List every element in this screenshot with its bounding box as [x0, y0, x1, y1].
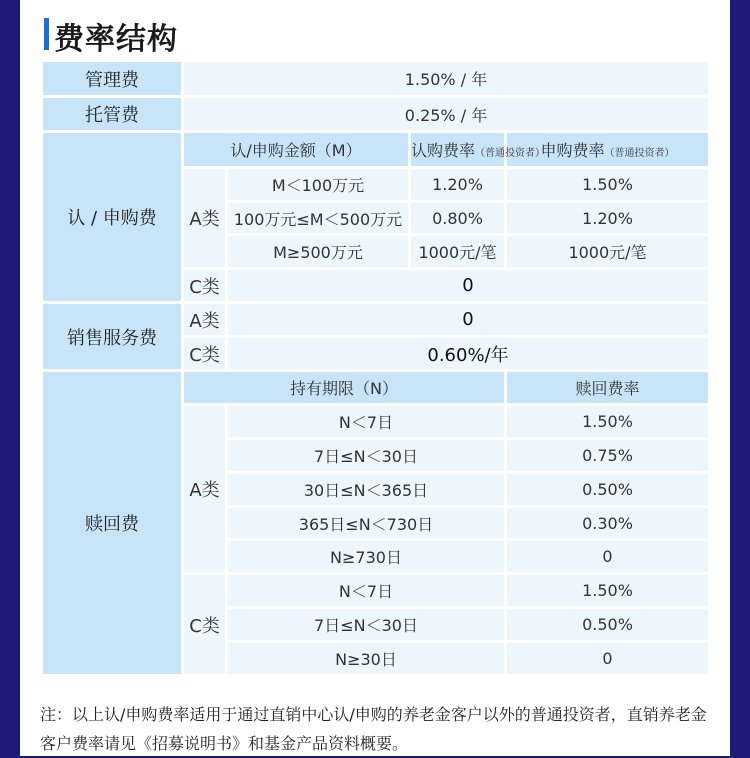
- purchase-rate-cell: 1.50%: [506, 168, 710, 202]
- holding-period-cell: N≥730日: [227, 540, 506, 574]
- fee-structure-card: [20, 0, 730, 756]
- page-title: 费率结构: [54, 22, 178, 57]
- table-row: [42, 371, 710, 405]
- table-row: [42, 132, 710, 168]
- sales-service-class-a-label: A类: [183, 303, 227, 337]
- holding-period-cell: N＜7日: [227, 405, 506, 439]
- custody-fee-value: 0.25% / 年: [183, 97, 710, 132]
- holding-period-cell: 7日≤N＜30日: [227, 608, 506, 642]
- subscription-fee-label: 认 / 申购费: [42, 132, 183, 303]
- redemption-rate-cell: 1.50%: [506, 574, 710, 608]
- subscribe-rate-cell: 1000元/笔: [410, 235, 506, 269]
- sales-service-fee-label: 销售服务费: [42, 303, 183, 371]
- redemption-rate-cell: 0: [506, 642, 710, 676]
- holding-period-cell: N＜7日: [227, 574, 506, 608]
- redemption-rate-cell: 0.30%: [506, 507, 710, 540]
- subscription-class-c-value: 0: [227, 269, 710, 303]
- subscription-class-c-label: C类: [183, 269, 227, 303]
- redemption-fee-label: 赎回费: [42, 371, 183, 676]
- subscription-amount-cell: 100万元≤M＜500万元: [227, 202, 410, 235]
- footnote: 注：以上认/申购费率适用于通过直销中心认/申购的养老金客户以外的普通投资者，直销养老金客户费率请见《招募说明书》和基金产品资料概要。: [40, 705, 707, 753]
- fee-table: [40, 59, 711, 677]
- redemption-class-a-label: A类: [183, 405, 227, 574]
- sales-service-class-c-value: 0.60%/年: [227, 337, 710, 371]
- holding-period-cell: 365日≤N＜730日: [227, 507, 506, 540]
- redemption-rate-cell: 0.50%: [506, 608, 710, 642]
- custody-fee-label: 托管费: [42, 97, 183, 132]
- subscription-class-a-label: A类: [183, 168, 227, 269]
- redemption-class-c-label: C类: [183, 574, 227, 676]
- redemption-rate-cell: 0.50%: [506, 473, 710, 507]
- redemption-rate-cell: 0.75%: [506, 439, 710, 473]
- holding-period-cell: 30日≤N＜365日: [227, 473, 506, 507]
- management-fee-label: 管理费: [42, 61, 183, 97]
- subscribe-rate-cell: 1.20%: [410, 168, 506, 202]
- redemption-rate-cell: 1.50%: [506, 405, 710, 439]
- subscribe-rate-header: 认购费率（普通投资者）: [410, 132, 506, 168]
- purchase-rate-header: 申购费率（普通投资者）: [506, 132, 710, 168]
- table-row: [42, 303, 710, 337]
- subscription-amount-header: 认/申购金额（M）: [183, 132, 410, 168]
- holding-period-cell: 7日≤N＜30日: [227, 439, 506, 473]
- management-fee-value: 1.50% / 年: [183, 61, 710, 97]
- title-accent-bar: [44, 18, 49, 50]
- table-row: [42, 61, 710, 97]
- purchase-rate-cell: 1.20%: [506, 202, 710, 235]
- redemption-rate-cell: 0: [506, 540, 710, 574]
- subscribe-rate-cell: 0.80%: [410, 202, 506, 235]
- purchase-rate-cell: 1000元/笔: [506, 235, 710, 269]
- sales-service-class-c-label: C类: [183, 337, 227, 371]
- sales-service-class-a-value: 0: [227, 303, 710, 337]
- table-row: [42, 97, 710, 132]
- holding-period-cell: N≥30日: [227, 642, 506, 676]
- redemption-rate-header: 赎回费率: [506, 371, 710, 405]
- holding-period-header: 持有期限（N）: [183, 371, 506, 405]
- subscription-amount-cell: M≥500万元: [227, 235, 410, 269]
- subscription-amount-cell: M＜100万元: [227, 168, 410, 202]
